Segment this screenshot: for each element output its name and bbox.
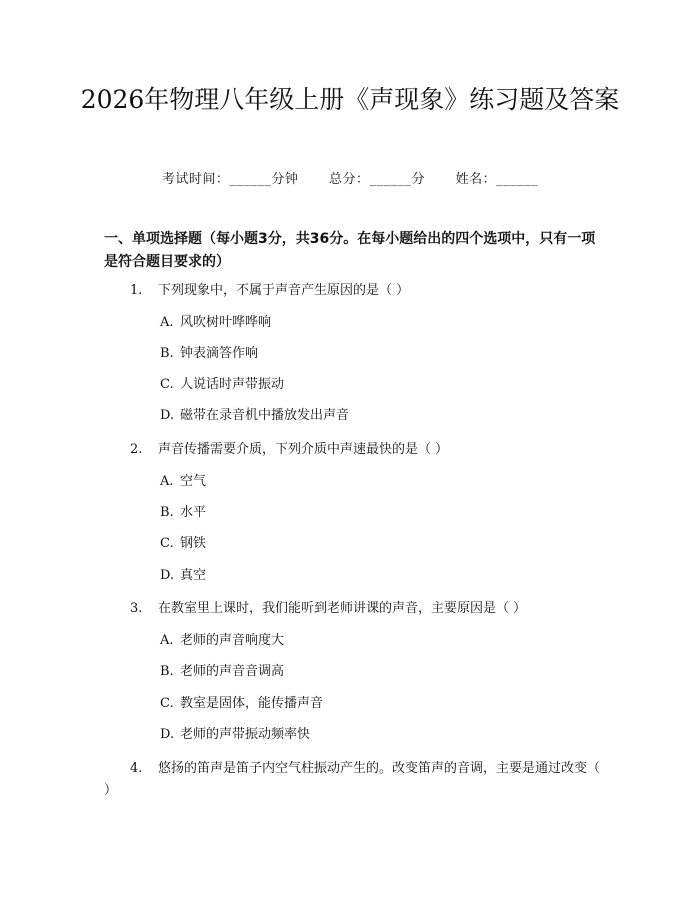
option-text: 人说话时声带振动 (180, 377, 285, 392)
option-letter: D. (160, 727, 175, 742)
question-text: 悠扬的笛声是笛子内空气柱振动产生的。改变笛声的音调，主要是通过改变（ ） (104, 761, 601, 798)
option-letter: D. (160, 568, 175, 583)
question-3 (130, 598, 610, 620)
option-2a (160, 472, 206, 492)
option-text: 教室是固体，能传播声音 (180, 696, 324, 711)
total-score-field: 总分：______分 (328, 172, 425, 187)
question-number: 3. (130, 601, 143, 616)
document-title: 2026年物理八年级上册《声现象》练习题及答案 (80, 85, 620, 114)
option-letter: B. (160, 664, 174, 679)
option-text: 老师的声带振动频率快 (180, 727, 311, 742)
question-number: 1. (130, 283, 143, 298)
question-text: 在教室里上课时，我们能听到老师讲课的声音，主要原因是（ ） (158, 601, 527, 616)
option-text: 老师的声音响度大 (180, 633, 285, 648)
option-letter: A. (160, 315, 174, 330)
question-text: 下列现象中，不属于声音产生原因的是（ ） (158, 283, 410, 298)
option-2b (160, 503, 206, 523)
option-1a (160, 313, 271, 333)
option-3b (160, 662, 284, 682)
question-number: 4. (130, 761, 143, 776)
option-letter: A. (160, 633, 174, 648)
option-letter: C. (160, 696, 174, 711)
question-number: 2. (130, 442, 143, 457)
option-letter: C. (160, 536, 174, 551)
exam-time-field: 考试时间：______分钟 (161, 172, 299, 187)
exam-info (0, 168, 700, 187)
question-4 (104, 758, 604, 802)
option-text: 空气 (180, 474, 207, 489)
option-1b (160, 344, 258, 364)
question-text: 声音传播需要介质，下列介质中声速最快的是（ ） (158, 442, 449, 457)
option-3d (160, 725, 310, 745)
option-letter: C. (160, 377, 174, 392)
option-2d (160, 566, 206, 586)
section-heading: 一、单项选择题（每小题3分，共36分。在每小题给出的四个选项中，只有一项是符合题目要求的） (104, 231, 596, 270)
option-text: 钟表滴答作响 (180, 346, 259, 361)
name-field: 姓名：______ (455, 172, 539, 187)
option-text: 真空 (180, 568, 207, 583)
option-text: 钢铁 (180, 536, 207, 551)
option-3a (160, 631, 284, 651)
option-3c (160, 694, 323, 714)
option-letter: D. (160, 408, 175, 423)
question-2 (130, 439, 610, 461)
option-letter: B. (160, 505, 174, 520)
option-1c (160, 375, 284, 395)
option-text: 磁带在录音机中播放发出声音 (180, 408, 350, 423)
option-2c (160, 534, 206, 554)
option-letter: A. (160, 474, 174, 489)
option-text: 水平 (180, 505, 207, 520)
option-text: 老师的声音音调高 (180, 664, 285, 679)
option-text: 风吹树叶哗哗响 (180, 315, 272, 330)
option-1d (160, 406, 349, 426)
question-1 (130, 280, 610, 302)
option-letter: B. (160, 346, 174, 361)
